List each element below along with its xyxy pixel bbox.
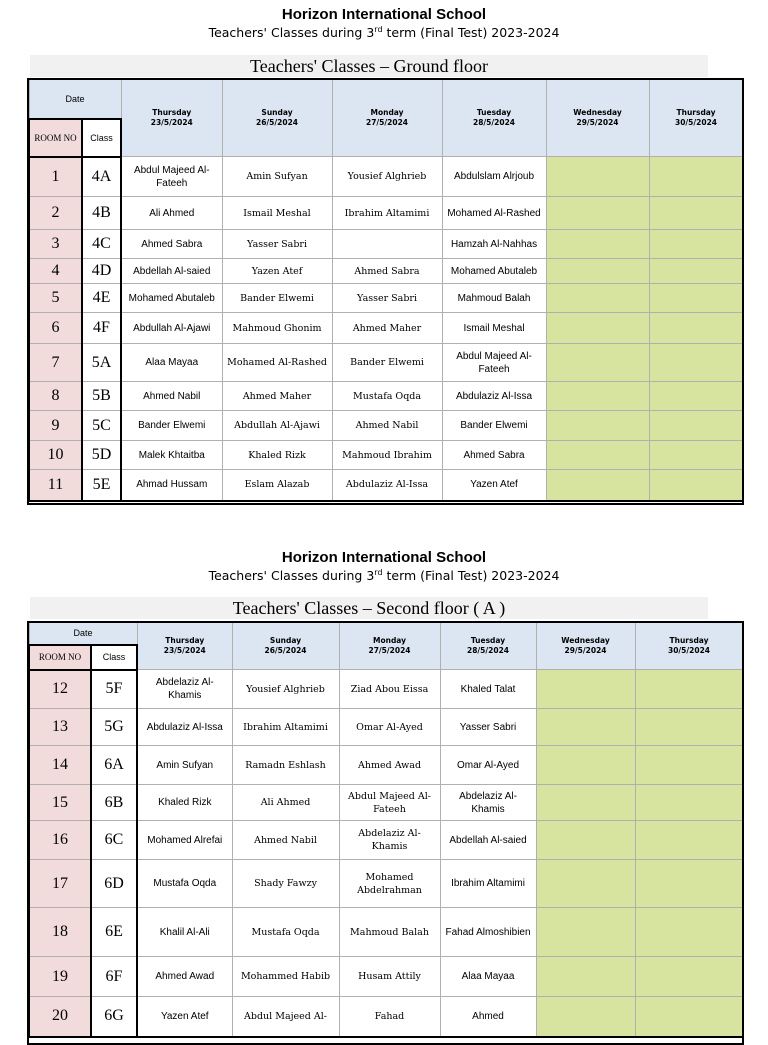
- teacher-thursday: Mohamed Alrefai: [137, 821, 232, 860]
- teacher-thursday: Abdul Majeed Al-Fateeh: [121, 157, 222, 197]
- room-number: 3: [29, 230, 82, 259]
- teacher-monday: Yousief Alghrieb: [332, 157, 442, 197]
- teacher-sunday: Mohammed Habib: [232, 957, 339, 997]
- teacher-thursday: Malek Khtaitba: [121, 441, 222, 470]
- teacher-sunday: Ahmed Nabil: [232, 821, 339, 860]
- class-name: 5G: [91, 709, 137, 746]
- table-row: [29, 670, 743, 709]
- teacher-thursday: Ahmed Nabil: [121, 382, 222, 411]
- teacher-tuesday: Hamzah Al-Nahhas: [442, 230, 546, 259]
- room-number: 5: [29, 284, 82, 313]
- empty-wednesday-cell: [536, 709, 635, 746]
- empty-wednesday-cell: [546, 344, 649, 382]
- room-number: 7: [29, 344, 82, 382]
- day-name: Thursday: [669, 636, 709, 645]
- class-name: 5E: [82, 470, 121, 501]
- room-no-header: ROOM NO: [29, 119, 82, 157]
- teacher-thursday: Ahmad Hussam: [121, 470, 222, 501]
- teacher-tuesday: Abdulslam Alrjoub: [442, 157, 546, 197]
- day-name: Thursday: [152, 108, 192, 117]
- day-name: Monday: [372, 636, 407, 645]
- table-row: [29, 821, 743, 860]
- day-header: [442, 80, 546, 157]
- teacher-thursday: Ali Ahmed: [121, 197, 222, 230]
- class-name: 4D: [82, 259, 121, 284]
- class-header: Class: [82, 119, 121, 157]
- empty-wednesday-cell: [536, 821, 635, 860]
- teacher-sunday: Ismail Meshal: [222, 197, 332, 230]
- teacher-thursday: Alaa Mayaa: [121, 344, 222, 382]
- class-name: 4F: [82, 313, 121, 344]
- school-name-2: Horizon International School: [281, 549, 487, 566]
- teacher-tuesday: Yazen Atef: [442, 470, 546, 501]
- day-header: [649, 80, 743, 157]
- day-date: 29/5/2024: [576, 118, 619, 127]
- table-row: [29, 382, 743, 411]
- day-header: [222, 80, 332, 157]
- room-number: 11: [29, 470, 82, 501]
- table-row: [29, 284, 743, 313]
- teacher-monday: Mohamed Abdelrahman: [339, 860, 440, 908]
- teacher-thursday: Abdelaziz Al-Khamis: [137, 670, 232, 709]
- empty-thursday-cell: [649, 197, 743, 230]
- room-number: 10: [29, 441, 82, 470]
- room-number: 9: [29, 411, 82, 441]
- day-date: 27/5/2024: [368, 646, 411, 655]
- teacher-monday: Mustafa Oqda: [332, 382, 442, 411]
- second-floor-table: [28, 622, 744, 1038]
- table-row: [29, 470, 743, 501]
- teacher-thursday: Yazen Atef: [137, 997, 232, 1037]
- table-row: [29, 908, 743, 957]
- day-date: 26/5/2024: [256, 118, 299, 127]
- teacher-sunday: Mohamed Al-Rashed: [222, 344, 332, 382]
- empty-thursday-cell: [635, 821, 743, 860]
- teacher-thursday: Abdulaziz Al-Issa: [137, 709, 232, 746]
- teacher-thursday: Ahmed Awad: [137, 957, 232, 997]
- empty-thursday-cell: [649, 344, 743, 382]
- empty-wednesday-cell: [546, 411, 649, 441]
- teacher-monday: [332, 230, 442, 259]
- day-date: 30/5/2024: [675, 118, 718, 127]
- day-name: Wednesday: [561, 636, 610, 645]
- table-row: [29, 997, 743, 1037]
- empty-wednesday-cell: [536, 860, 635, 908]
- table-row: [29, 785, 743, 821]
- day-name: Tuesday: [470, 636, 506, 645]
- teacher-monday: Ahmed Maher: [332, 313, 442, 344]
- day-name: Sunday: [261, 108, 293, 117]
- teacher-thursday: Khaled Rizk: [137, 785, 232, 821]
- date-header: Date: [29, 623, 137, 645]
- teacher-thursday: Mustafa Oqda: [137, 860, 232, 908]
- table-row: [29, 411, 743, 441]
- room-number: 2: [29, 197, 82, 230]
- class-name: 4B: [82, 197, 121, 230]
- teacher-monday: Ibrahim Altamimi: [332, 197, 442, 230]
- day-header: [546, 80, 649, 157]
- teacher-sunday: Yazen Atef: [222, 259, 332, 284]
- teacher-monday: Omar Al-Ayed: [339, 709, 440, 746]
- table-row: [29, 441, 743, 470]
- empty-thursday-cell: [635, 670, 743, 709]
- empty-thursday-cell: [635, 957, 743, 997]
- empty-wednesday-cell: [536, 785, 635, 821]
- teacher-tuesday: Ibrahim Altamimi: [440, 860, 536, 908]
- table-row: [29, 230, 743, 259]
- class-name: 5B: [82, 382, 121, 411]
- empty-thursday-cell: [649, 313, 743, 344]
- empty-wednesday-cell: [536, 670, 635, 709]
- class-name: 6A: [91, 746, 137, 785]
- empty-wednesday-cell: [536, 908, 635, 957]
- table-row: [29, 344, 743, 382]
- teacher-sunday: Eslam Alazab: [222, 470, 332, 501]
- empty-wednesday-cell: [546, 470, 649, 501]
- teacher-monday: Abdulaziz Al-Issa: [332, 470, 442, 501]
- empty-wednesday-cell: [546, 313, 649, 344]
- class-name: 5A: [82, 344, 121, 382]
- day-date: 30/5/2024: [668, 646, 711, 655]
- room-number: 1: [29, 157, 82, 197]
- empty-wednesday-cell: [546, 197, 649, 230]
- teacher-tuesday: Mohamed Al-Rashed: [442, 197, 546, 230]
- teacher-tuesday: Abdelaziz Al-Khamis: [440, 785, 536, 821]
- table-row: [29, 157, 743, 197]
- teacher-monday: Fahad: [339, 997, 440, 1037]
- class-name: 4A: [82, 157, 121, 197]
- table-row: [29, 957, 743, 997]
- room-number: 8: [29, 382, 82, 411]
- empty-thursday-cell: [649, 411, 743, 441]
- empty-thursday-cell: [649, 441, 743, 470]
- table-row: [29, 259, 743, 284]
- room-number: 18: [29, 908, 91, 957]
- class-name: 6D: [91, 860, 137, 908]
- header-row: [29, 623, 743, 645]
- teacher-sunday: Ramadn Eshlash: [232, 746, 339, 785]
- teacher-monday: Mahmoud Ibrahim: [332, 441, 442, 470]
- teacher-tuesday: Abdul Majeed Al-Fateeh: [442, 344, 546, 382]
- room-no-header: ROOM NO: [29, 645, 91, 670]
- teacher-sunday: Shady Fawzy: [232, 860, 339, 908]
- floor-title-2: Teachers' Classes – Second floor ( A ): [30, 597, 708, 619]
- teacher-sunday: Yasser Sabri: [222, 230, 332, 259]
- teacher-sunday: Ahmed Maher: [222, 382, 332, 411]
- teacher-monday: Ahmed Awad: [339, 746, 440, 785]
- class-name: 5D: [82, 441, 121, 470]
- empty-thursday-cell: [635, 997, 743, 1037]
- empty-thursday-cell: [635, 746, 743, 785]
- day-date: 23/5/2024: [150, 118, 193, 127]
- teacher-tuesday: Ismail Meshal: [442, 313, 546, 344]
- empty-thursday-cell: [649, 382, 743, 411]
- header-row: [29, 80, 743, 119]
- empty-thursday-cell: [635, 709, 743, 746]
- day-name: Wednesday: [573, 108, 622, 117]
- day-date: 28/5/2024: [473, 118, 516, 127]
- date-header: Date: [29, 80, 121, 119]
- class-name: 6F: [91, 957, 137, 997]
- class-name: 6C: [91, 821, 137, 860]
- room-number: 17: [29, 860, 91, 908]
- day-header: [536, 623, 635, 670]
- table-row: [29, 746, 743, 785]
- room-number: 13: [29, 709, 91, 746]
- teacher-tuesday: Omar Al-Ayed: [440, 746, 536, 785]
- day-name: Tuesday: [476, 108, 512, 117]
- teacher-sunday: Ali Ahmed: [232, 785, 339, 821]
- empty-thursday-cell: [635, 908, 743, 957]
- subtitle-text-end: term (Final Test) 2023-2024: [382, 25, 560, 41]
- teacher-monday: Ahmed Sabra: [332, 259, 442, 284]
- empty-wednesday-cell: [536, 997, 635, 1037]
- subtitle-text: Teachers' Classes during 3: [208, 568, 375, 584]
- day-name: Thursday: [676, 108, 716, 117]
- subtitle-sup: rd: [374, 568, 383, 577]
- empty-thursday-cell: [649, 284, 743, 313]
- teacher-tuesday: Yasser Sabri: [440, 709, 536, 746]
- day-header: [339, 623, 440, 670]
- teacher-thursday: Mohamed Abutaleb: [121, 284, 222, 313]
- teacher-sunday: Mustafa Oqda: [232, 908, 339, 957]
- teacher-tuesday: Mahmoud Balah: [442, 284, 546, 313]
- teacher-sunday: Khaled Rizk: [222, 441, 332, 470]
- day-name: Sunday: [269, 636, 302, 645]
- teacher-sunday: Amin Sufyan: [222, 157, 332, 197]
- class-name: 4E: [82, 284, 121, 313]
- day-header: [332, 80, 442, 157]
- teacher-tuesday: Alaa Mayaa: [440, 957, 536, 997]
- day-name: Thursday: [165, 636, 205, 645]
- day-header: [232, 623, 339, 670]
- empty-thursday-cell: [635, 860, 743, 908]
- teacher-monday: Husam Attily: [339, 957, 440, 997]
- room-number: 15: [29, 785, 91, 821]
- class-name: 5C: [82, 411, 121, 441]
- day-name: Monday: [370, 108, 404, 117]
- subtitle-sup: rd: [374, 25, 383, 34]
- empty-wednesday-cell: [536, 957, 635, 997]
- day-date: 28/5/2024: [467, 646, 510, 655]
- table-row: [29, 313, 743, 344]
- teacher-sunday: Yousief Alghrieb: [232, 670, 339, 709]
- empty-thursday-cell: [649, 157, 743, 197]
- teacher-tuesday: Mohamed Abutaleb: [442, 259, 546, 284]
- school-name: Horizon International School: [281, 6, 487, 23]
- teacher-monday: Ziad Abou Eissa: [339, 670, 440, 709]
- term-subtitle: [0, 25, 768, 40]
- teacher-thursday: Amin Sufyan: [137, 746, 232, 785]
- empty-wednesday-cell: [546, 259, 649, 284]
- teacher-thursday: Abdullah Al-Ajawi: [121, 313, 222, 344]
- room-number: 19: [29, 957, 91, 997]
- teacher-monday: Ahmed Nabil: [332, 411, 442, 441]
- teacher-sunday: Abdullah Al-Ajawi: [222, 411, 332, 441]
- empty-wednesday-cell: [546, 230, 649, 259]
- class-header: Class: [91, 645, 137, 670]
- subtitle-text-end: term (Final Test) 2023-2024: [382, 568, 560, 584]
- teacher-monday: Abdul Majeed Al-Fateeh: [339, 785, 440, 821]
- table-row: [29, 709, 743, 746]
- table-row: [29, 860, 743, 908]
- teacher-monday: Mahmoud Balah: [339, 908, 440, 957]
- day-date: 23/5/2024: [163, 646, 206, 655]
- room-number: 6: [29, 313, 82, 344]
- ground-floor-table: [28, 79, 744, 502]
- teacher-tuesday: Bander Elwemi: [442, 411, 546, 441]
- teacher-monday: Bander Elwemi: [332, 344, 442, 382]
- floor-title: Teachers' Classes – Ground floor: [30, 55, 708, 77]
- class-name: 6B: [91, 785, 137, 821]
- day-header: [121, 80, 222, 157]
- day-header: [137, 623, 232, 670]
- empty-wednesday-cell: [536, 746, 635, 785]
- day-header: [440, 623, 536, 670]
- empty-wednesday-cell: [546, 441, 649, 470]
- teacher-thursday: Bander Elwemi: [121, 411, 222, 441]
- empty-thursday-cell: [635, 785, 743, 821]
- room-number: 4: [29, 259, 82, 284]
- teacher-tuesday: Abdellah Al-saied: [440, 821, 536, 860]
- teacher-thursday: Abdellah Al-saied: [121, 259, 222, 284]
- class-name: 5F: [91, 670, 137, 709]
- teacher-thursday: Ahmed Sabra: [121, 230, 222, 259]
- term-subtitle-2: [0, 568, 768, 583]
- teacher-thursday: Khalil Al-Ali: [137, 908, 232, 957]
- class-name: 6G: [91, 997, 137, 1037]
- day-header: [635, 623, 743, 670]
- room-number: 16: [29, 821, 91, 860]
- empty-thursday-cell: [649, 470, 743, 501]
- teacher-tuesday: Fahad Almoshibien: [440, 908, 536, 957]
- day-date: 29/5/2024: [564, 646, 607, 655]
- empty-thursday-cell: [649, 259, 743, 284]
- empty-wednesday-cell: [546, 382, 649, 411]
- teacher-tuesday: Ahmed Sabra: [442, 441, 546, 470]
- table-row: [29, 197, 743, 230]
- teacher-sunday: Abdul Majeed Al-: [232, 997, 339, 1037]
- teacher-monday: Abdelaziz Al-Khamis: [339, 821, 440, 860]
- teacher-monday: Yasser Sabri: [332, 284, 442, 313]
- day-date: 27/5/2024: [366, 118, 409, 127]
- subtitle-text: Teachers' Classes during 3: [208, 25, 375, 41]
- teacher-tuesday: Ahmed: [440, 997, 536, 1037]
- empty-wednesday-cell: [546, 284, 649, 313]
- empty-wednesday-cell: [546, 157, 649, 197]
- day-date: 26/5/2024: [264, 646, 307, 655]
- class-name: 4C: [82, 230, 121, 259]
- room-number: 14: [29, 746, 91, 785]
- empty-thursday-cell: [649, 230, 743, 259]
- class-name: 6E: [91, 908, 137, 957]
- room-number: 20: [29, 997, 91, 1037]
- teacher-sunday: Bander Elwemi: [222, 284, 332, 313]
- teacher-sunday: Ibrahim Altamimi: [232, 709, 339, 746]
- teacher-tuesday: Abdulaziz Al-Issa: [442, 382, 546, 411]
- room-number: 12: [29, 670, 91, 709]
- teacher-sunday: Mahmoud Ghonim: [222, 313, 332, 344]
- teacher-tuesday: Khaled Talat: [440, 670, 536, 709]
